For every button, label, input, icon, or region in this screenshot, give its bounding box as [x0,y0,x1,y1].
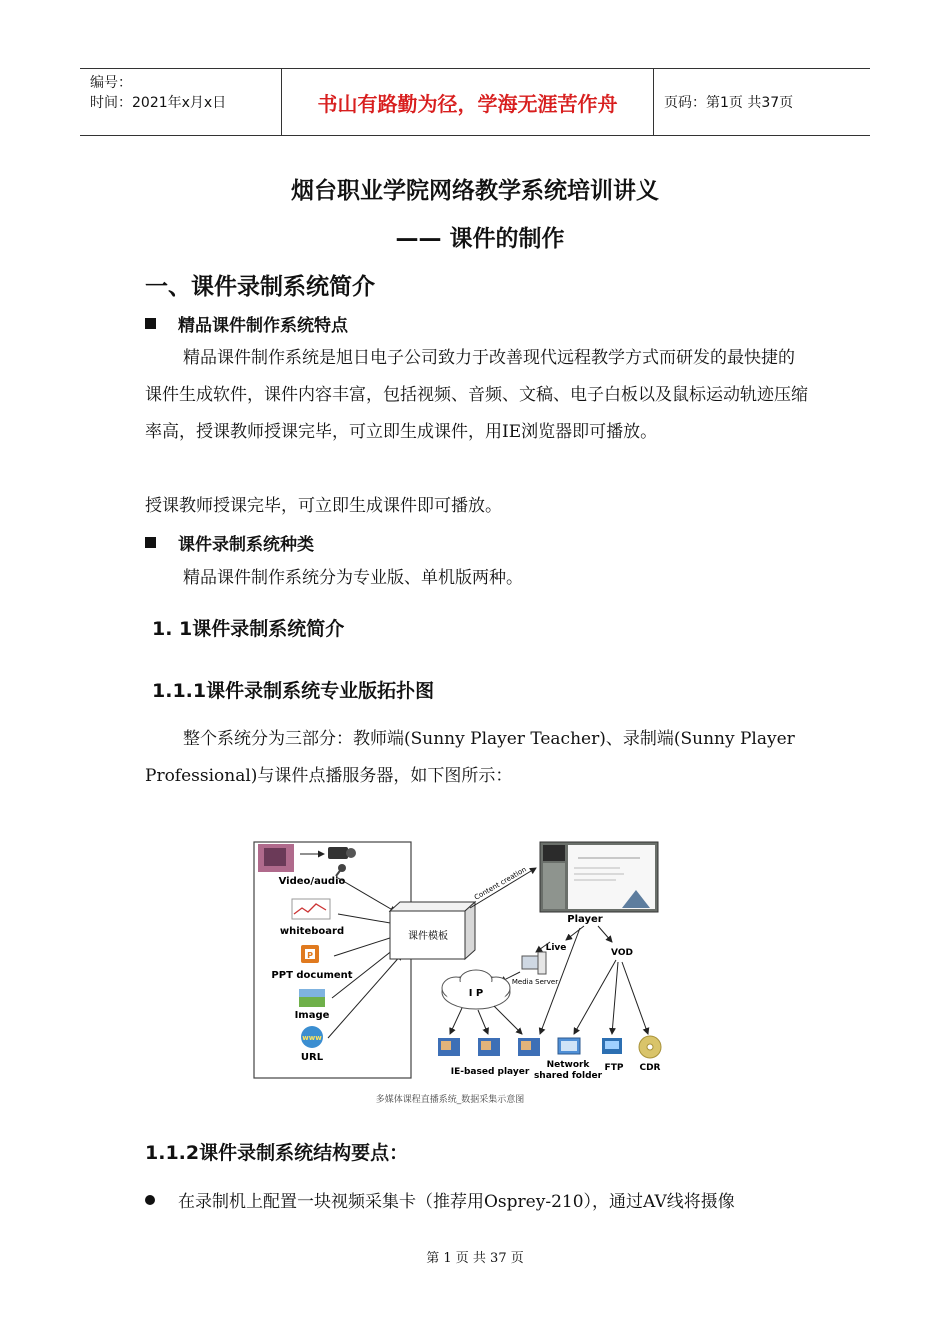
ie-player-label: IE-based player [450,1067,530,1077]
bullet-types [145,530,314,555]
vod-label: VOD [611,948,633,958]
template-label: 课件模板 [408,931,448,942]
content-creation-arrow [470,868,536,908]
player-label: Player [567,914,603,925]
network-folder-icon [558,1038,580,1054]
ip-label: I P [468,988,484,999]
live-label: Live [545,943,567,953]
image-icon [299,989,325,1007]
bullet-capture-card [145,1187,735,1212]
topology-diagram [250,838,670,1108]
network-label: Network [546,1060,590,1070]
media-server-icon [522,952,546,974]
document-title: 烟台职业学院网络教学系统培训讲义 [291,178,659,204]
motto: 书山有路勤为径，学海无涯苦作舟 [282,69,654,135]
shared-folder-label: shared folder [533,1071,603,1081]
square-bullet-icon [145,537,156,548]
bullet-features [145,311,348,336]
heading-1-1-2: 1.1.2课件录制系统结构要点： [145,1142,409,1164]
header-left-cell [80,69,282,135]
paragraph-summary: 授课教师授课完毕，可立即生成课件即可播放。 [145,496,502,516]
square-bullet-icon [145,318,156,329]
svg-text:www: www [302,1034,322,1042]
vod-branches [574,960,648,1034]
cloud-player-arrows [450,1006,522,1034]
ie-player-icons [438,1038,540,1056]
image-label: Image [294,1010,330,1021]
whiteboard-icon [292,899,330,919]
ftp-icon [602,1038,622,1054]
whiteboard-label: whiteboard [279,926,345,937]
paragraph-features: 精品课件制作系统是旭日电子公司致力于改善现代远程教学方式而研发的最快捷的课件生成软件，课件内容丰富，包括视频、音频、文稿、电子白板以及鼠标运动轨迹压缩率高，授课教师授课完毕，可立即生成课件，用IE浏览器即可播放。 [145,348,808,442]
url-label: URL [300,1052,324,1063]
content-creation-label: Content creation [473,865,528,902]
cd-icon [639,1036,661,1058]
section-heading-1: 一、课件录制系统简介 [145,274,375,300]
player-screenshot [540,842,658,912]
globe-icon [301,1026,323,1048]
document-subtitle: —— 课件的制作 [395,226,565,252]
video-audio-label: Video/audio [278,876,346,887]
heading-1-1-1: 1.1.1课件录制系统专业版拓扑图 [152,680,435,702]
page-info: 页码：第1页 共37页 [664,95,794,111]
bullet-types-label: 课件录制系统种类 [178,535,314,555]
header-table [80,68,870,136]
round-bullet-icon [145,1195,155,1205]
bullet-capture-card-text: 在录制机上配置一块视频采集卡（推荐用Osprey-210），通过AV线将摄像 [178,1192,735,1212]
ppt-icon [301,945,319,963]
ppt-label: PPT document [271,970,353,981]
figure-caption: 多媒体课程直播系统_数据采集示意图 [375,1095,525,1105]
paragraph-types: 精品课件制作系统分为专业版、单机版两种。 [183,568,523,588]
number-label: 编号： [90,75,132,91]
ftp-label: FTP [604,1063,624,1073]
cdr-label: CDR [639,1063,661,1073]
page-footer: 第 1 页 共 37 页 [426,1251,524,1266]
bullet-features-label: 精品课件制作系统特点 [178,316,348,336]
heading-1-1: 1. 1课件录制系统简介 [152,618,345,640]
paragraph-system-parts: 整个系统分为三部分：教师端(Sunny Player Teacher)、录制端(Sunny Player Professional)与课件点播服务器，如下图所示： [145,729,795,786]
date-label: 时间：2021年x月x日 [90,95,227,111]
media-server-label: Media Server [511,978,559,986]
svg-text:P: P [307,951,313,960]
